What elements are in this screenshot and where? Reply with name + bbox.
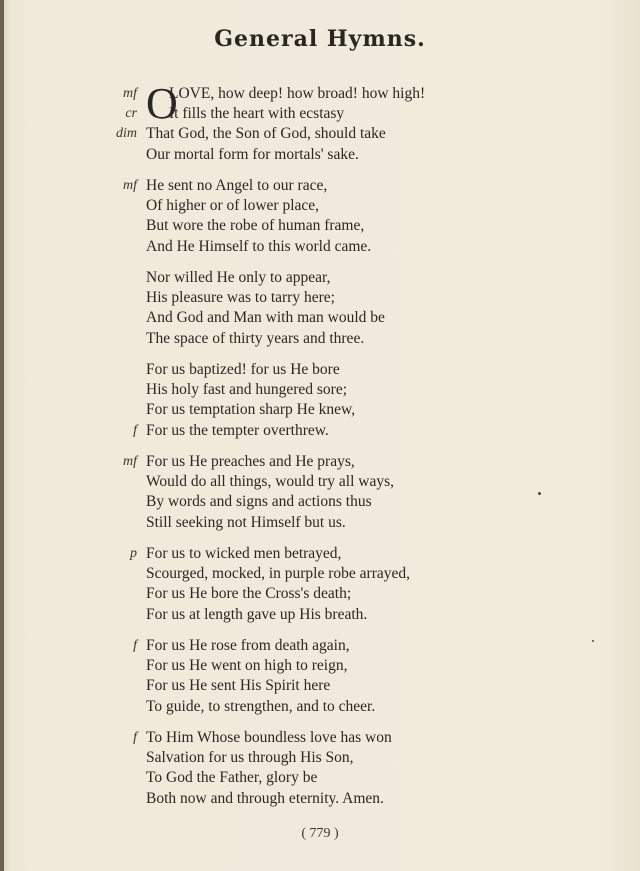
verse-line [0, 237, 640, 257]
verse-line [0, 84, 640, 104]
verse-text: Both now and through eternity. Amen. [146, 789, 384, 807]
verse-text: For us He sent His Spirit here [146, 677, 331, 695]
verse-text: To Him Whose boundless love has won [146, 729, 392, 746]
verse-line [0, 472, 640, 492]
verse-line [0, 564, 640, 584]
verse-text: That God, the Son of God, should take [146, 125, 386, 143]
verse-line [0, 308, 640, 328]
verse-line [0, 768, 640, 788]
stanza [0, 79, 640, 165]
verse-line [0, 176, 640, 196]
verse-text: Still seeking not Himself but us. [146, 513, 346, 531]
verse-text: Scourged, mocked, in purple robe arrayed, [146, 565, 410, 583]
verse-text: For us He went on high to reign, [146, 657, 348, 675]
dynamic-mark: p [130, 546, 137, 561]
stanza [0, 544, 640, 625]
stanza [0, 176, 640, 257]
stanza [0, 728, 640, 809]
verse-text: For us He rose from death again, [146, 637, 350, 654]
verse-line [0, 380, 640, 400]
dynamic-mark: mf [123, 454, 137, 469]
verse-text: For us He bore the Cross's death; [146, 585, 352, 603]
verse-line [0, 360, 640, 380]
stanza [0, 268, 640, 349]
verse-line [0, 544, 640, 564]
verse-text: Nor willed He only to appear, [146, 269, 331, 286]
stanza [0, 360, 640, 441]
running-header: General Hymns. [214, 26, 426, 52]
stanza [0, 452, 640, 533]
verse-line [0, 728, 640, 748]
verse-line [0, 492, 640, 512]
verse-text: And God and Man with man would be [146, 309, 385, 327]
verse-text: For us the tempter overthrew. [146, 421, 329, 439]
dynamic-mark: f [133, 638, 137, 653]
verse-line [0, 216, 640, 236]
verse-text: Of higher or of lower place, [146, 197, 320, 215]
verse-text: He sent no Angel to our race, [146, 177, 328, 194]
verse-line [0, 676, 640, 696]
verse-line [0, 104, 640, 124]
dynamic-mark: f [133, 422, 137, 438]
verse-text: For us He preaches and He prays, [146, 453, 355, 470]
dynamic-mark: dim [116, 126, 137, 142]
verse-text: For us temptation sharp He knew, [146, 401, 356, 419]
page-number: ( 779 ) [301, 826, 339, 841]
verse-line [0, 329, 640, 349]
verse-text: For us baptized! for us He bore [146, 361, 340, 378]
verse-line [0, 584, 640, 604]
verse-line [0, 196, 640, 216]
verse-line [0, 789, 640, 809]
verse-text: To guide, to strengthen, and to cheer. [146, 697, 376, 715]
verse-text: His pleasure was to tarry here; [146, 289, 335, 307]
verse-text: To God the Father, glory be [146, 769, 318, 787]
verse-text: For us to wicked men betrayed, [146, 545, 342, 562]
verse-text: Salvation for us through His Son, [146, 749, 354, 767]
dynamic-mark: cr [125, 106, 137, 122]
verse-line [0, 400, 640, 420]
verse-text: But wore the robe of human frame, [146, 217, 365, 235]
verse-text: Would do all things, would try all ways, [146, 473, 395, 491]
verse-line [0, 421, 640, 441]
print-speck [538, 492, 541, 495]
verse-line [0, 288, 640, 308]
print-speck [592, 640, 594, 642]
verse-line [0, 656, 640, 676]
verse-text: And He Himself to this world came. [146, 237, 372, 255]
verse-text: The space of thirty years and three. [146, 329, 365, 347]
verse-text: For us at length gave up His breath. [146, 605, 368, 623]
verse-line [0, 513, 640, 533]
verse-text: Our mortal form for mortals' sake. [146, 145, 359, 163]
verse-line [0, 697, 640, 717]
drop-cap: O [146, 79, 178, 128]
dynamic-mark: mf [123, 86, 137, 101]
verse-line [0, 605, 640, 625]
verse-line [0, 452, 640, 472]
verse-text: LOVE, how deep! how broad! how high! [169, 85, 426, 102]
verse-line [0, 268, 640, 288]
verse-line [0, 748, 640, 768]
stanza [0, 636, 640, 717]
dynamic-mark: mf [123, 178, 137, 193]
verse-text: His holy fast and hungered sore; [146, 381, 348, 399]
verse-text: By words and signs and actions thus [146, 493, 372, 511]
verse-line [0, 636, 640, 656]
verse-line [0, 124, 640, 144]
verse-text: It fills the heart with ecstasy [169, 105, 345, 123]
verse-line [0, 145, 640, 165]
dynamic-mark: f [133, 730, 137, 745]
